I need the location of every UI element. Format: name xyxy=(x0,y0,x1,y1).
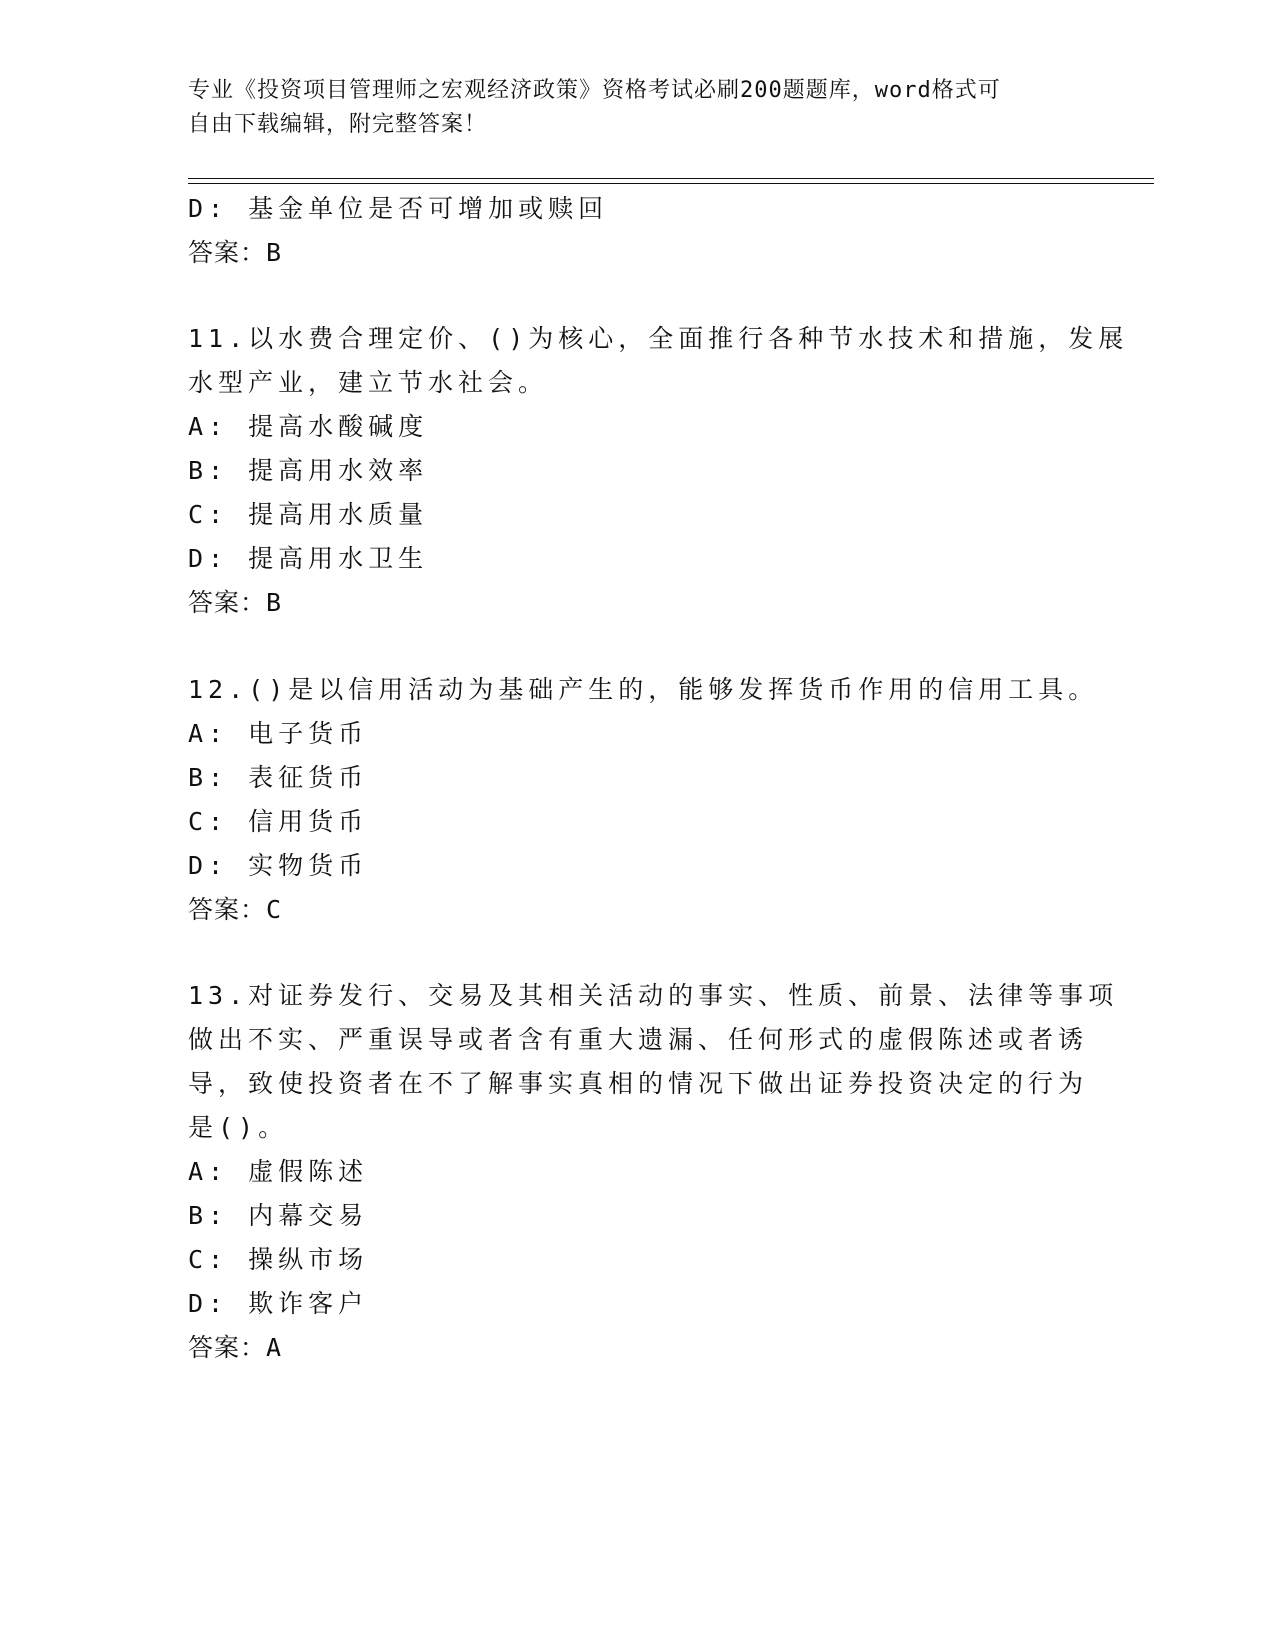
q13-option-a: A: 虚假陈述 xyxy=(188,1157,369,1186)
q11-option-a: A: 提高水酸碱度 xyxy=(188,412,429,441)
q13-stem-line-4: 是()。 xyxy=(188,1113,289,1142)
q13-option-d: D: 欺诈客户 xyxy=(188,1289,369,1318)
header-line-1: 专业《投资项目管理师之宏观经济政策》资格考试必刷200题题库，word格式可 xyxy=(188,78,1001,103)
q11-option-c: C: 提高用水质量 xyxy=(188,500,429,529)
q13-option-c: C: 操纵市场 xyxy=(188,1245,369,1274)
q13-answer: 答案：A xyxy=(188,1333,283,1362)
header-line-2: 自由下载编辑，附完整答案！ xyxy=(188,112,488,137)
page-header xyxy=(188,74,1088,142)
q12-answer: 答案：C xyxy=(188,895,283,924)
q11-option-d: D: 提高用水卫生 xyxy=(188,544,429,573)
q11-option-b: B: 提高用水效率 xyxy=(188,456,429,485)
header-divider-top xyxy=(188,178,1154,179)
q13-stem-line-1: 13.对证券发行、交易及其相关活动的事实、性质、前景、法律等事项 xyxy=(188,981,1119,1010)
q12-option-a: A: 电子货币 xyxy=(188,719,369,748)
q13-stem-line-3: 导，致使投资者在不了解事实真相的情况下做出证券投资决定的行为 xyxy=(188,1069,1089,1098)
prev-option-d: D: 基金单位是否可增加或赎回 xyxy=(188,194,609,223)
q12-option-d: D: 实物货币 xyxy=(188,851,369,880)
header-divider-bottom xyxy=(188,183,1154,184)
q11-stem-line-1: 11.以水费合理定价、()为核心，全面推行各种节水技术和措施，发展 xyxy=(188,324,1129,353)
q13-stem-line-2: 做出不实、严重误导或者含有重大遗漏、任何形式的虚假陈述或者诱 xyxy=(188,1025,1089,1054)
prev-answer: 答案：B xyxy=(188,238,283,267)
q11-answer: 答案：B xyxy=(188,588,283,617)
q12-stem-line-1: 12.()是以信用活动为基础产生的，能够发挥货币作用的信用工具。 xyxy=(188,675,1099,704)
q12-option-c: C: 信用货币 xyxy=(188,807,369,836)
q11-stem-line-2: 水型产业，建立节水社会。 xyxy=(188,368,549,397)
q12-option-b: B: 表征货币 xyxy=(188,763,369,792)
q13-option-b: B: 内幕交易 xyxy=(188,1201,369,1230)
